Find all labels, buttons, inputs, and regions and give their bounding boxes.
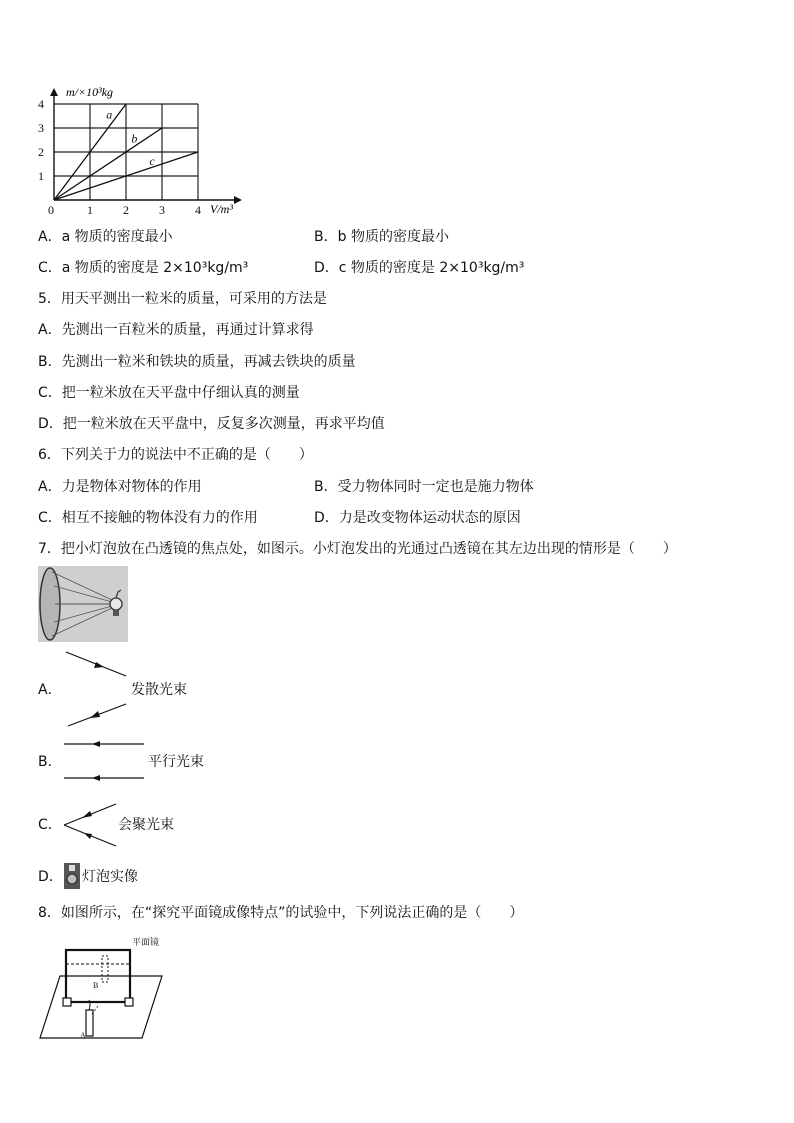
q4-option-b: B．b 物质的密度最小 xyxy=(314,229,449,245)
q4-option-c: C．a 物质的密度是 2×10³kg/m³ xyxy=(38,260,249,276)
q6-option-d: D．力是改变物体运动状态的原因 xyxy=(314,510,521,526)
label-a: A xyxy=(80,1031,86,1040)
q5-option-a: A．先测出一百粒米的质量，再通过计算求得 xyxy=(38,322,314,338)
diverging-beam-figure xyxy=(60,650,140,730)
q5-option-b: B．先测出一粒米和铁块的质量，再减去铁块的质量 xyxy=(38,354,356,370)
series-label-c: c xyxy=(149,154,155,169)
y-tick-label: 1 xyxy=(38,169,44,183)
x-tick-label: 2 xyxy=(123,203,129,217)
q7-option-a-label: 发散光束 xyxy=(131,682,187,698)
x-tick-label: 3 xyxy=(159,203,165,217)
q4-option-d: D．c 物质的密度是 2×10³kg/m³ xyxy=(314,260,525,276)
q6-stem: 6．下列关于力的说法中不正确的是（ ） xyxy=(38,447,313,463)
label-b: B xyxy=(93,981,99,990)
y-axis-arrow xyxy=(50,88,58,96)
q7-option-c-label: 会聚光束 xyxy=(118,817,174,833)
q7-option-d-label: 灯泡实像 xyxy=(82,869,138,885)
candle-b xyxy=(102,956,108,982)
y-tick-label: 2 xyxy=(38,145,44,159)
x-tick-label: 0 xyxy=(48,203,54,217)
series-label-a: a xyxy=(106,107,113,122)
plane-mirror-figure xyxy=(38,934,168,1046)
series-line-b xyxy=(54,128,162,200)
bulb-shape xyxy=(110,598,122,610)
converging-beam-figure xyxy=(60,802,120,848)
table-plane xyxy=(40,976,162,1038)
lens-bulb-figure xyxy=(38,566,128,642)
q4-option-a: A．a 物质的密度最小 xyxy=(38,229,173,245)
x-axis-arrow xyxy=(234,196,242,204)
x-tick-label: 4 xyxy=(195,203,201,217)
x-axis-label: V/m³ xyxy=(210,202,233,216)
y-axis-label: m/×10³kg xyxy=(66,85,114,99)
q7-option-a-letter: A． xyxy=(38,682,62,698)
q7-option-b-label: 平行光束 xyxy=(148,754,204,770)
x-tick-label: 1 xyxy=(87,203,93,217)
q7-stem: 7．把小灯泡放在凸透镜的焦点处，如图示。小灯泡发出的光通过凸透镜在其左边出现的情形是（ ） xyxy=(38,541,677,557)
bulb-image-icon xyxy=(64,863,80,889)
q5-option-d: D．把一粒米放在天平盘中，反复多次测量，再求平均值 xyxy=(38,416,385,432)
q8-stem: 8．如图所示，在“探究平面镜成像特点”的试验中，下列说法正确的是（ ） xyxy=(38,905,524,921)
q5-option-c: C．把一粒米放在天平盘中仔细认真的测量 xyxy=(38,385,300,401)
q7-option-c-letter: C． xyxy=(38,817,62,833)
q7-option-b-letter: B． xyxy=(38,754,62,770)
q6-option-c: C．相互不接触的物体没有力的作用 xyxy=(38,510,258,526)
plane-mirror-title: 平面镜 xyxy=(132,937,160,947)
q7-option-d-letter: D． xyxy=(38,869,63,885)
series-label-b: b xyxy=(131,131,138,146)
q5-stem: 5．用天平测出一粒米的质量，可采用的方法是 xyxy=(38,291,327,307)
y-tick-label: 4 xyxy=(38,97,44,111)
parallel-beam-figure xyxy=(62,738,146,782)
q6-option-b: B．受力物体同时一定也是施力物体 xyxy=(314,479,534,495)
q6-option-a: A．力是物体对物体的作用 xyxy=(38,479,202,495)
y-tick-label: 3 xyxy=(38,121,44,135)
